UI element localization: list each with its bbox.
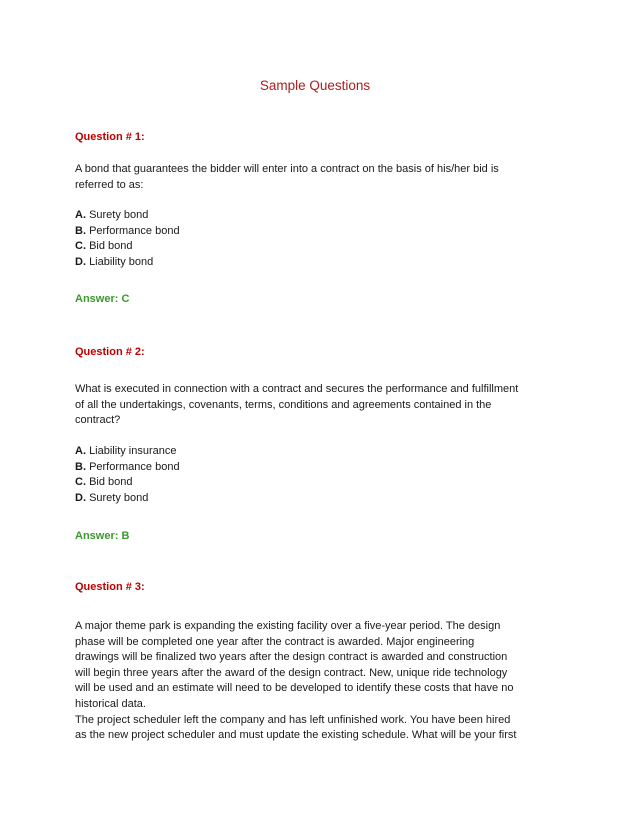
question-1-options bbox=[75, 208, 180, 270]
question-2-text-line: of all the undertakings, covenants, terms, conditions and agreements contained in the bbox=[75, 398, 492, 411]
question-3-text bbox=[75, 619, 555, 744]
question-2-text-line: contract? bbox=[75, 414, 121, 427]
question-2-answer: Answer: B bbox=[75, 530, 130, 542]
question-2-label: Question # 2: bbox=[75, 346, 145, 358]
question-2-text bbox=[75, 382, 555, 429]
question-1-label: Question # 1: bbox=[75, 131, 145, 143]
question-2-option-c: C. Bid bond bbox=[75, 476, 133, 489]
page-title: Sample Questions bbox=[259, 78, 371, 93]
question-1-text bbox=[75, 162, 555, 193]
question-3-text-line: as the new project scheduler and must update the existing schedule. What will be your first bbox=[75, 729, 517, 742]
question-3-text-line: A major theme park is expanding the existing facility over a five-year period. The design bbox=[75, 620, 501, 632]
question-3-label: Question # 3: bbox=[75, 581, 145, 593]
question-1-text-line: A bond that guarantees the bidder will enter into a contract on the basis of his/her bid is bbox=[75, 163, 499, 175]
question-2-text-line: What is executed in connection with a contract and secures the performance and fulfillment bbox=[75, 383, 519, 395]
question-3-text-line: historical data. bbox=[75, 697, 146, 710]
question-1-answer: Answer: C bbox=[75, 293, 130, 305]
question-3-text-line: phase will be completed one year after the contract is awarded. Major engineering bbox=[75, 635, 475, 648]
question-1-option-c: C. Bid bond bbox=[75, 240, 133, 253]
question-3-text-line: The project scheduler left the company and has left unfinished work. You have been hired bbox=[75, 713, 511, 726]
question-1-option-a: A. Surety bond bbox=[75, 209, 149, 221]
question-2-option-d: D. Surety bond bbox=[75, 491, 149, 504]
question-1-option-d: D. Liability bond bbox=[75, 255, 154, 268]
question-3-text-line: will begin three years after the award of the design contract. New, unique ride technology bbox=[75, 666, 508, 679]
question-3-text-line: drawings will be finalized two years after the design contract is awarded and construction bbox=[75, 651, 508, 664]
question-2-options bbox=[75, 444, 180, 506]
question-3-text-line: will be used and an estimate will need to be developed to identify these costs that have no bbox=[75, 682, 514, 695]
question-1-option-b: B. Performance bond bbox=[75, 224, 180, 237]
question-1-text-line: referred to as: bbox=[75, 178, 144, 191]
question-2-option-b: B. Performance bond bbox=[75, 460, 180, 473]
question-2-option-a: A. Liability insurance bbox=[75, 445, 177, 457]
